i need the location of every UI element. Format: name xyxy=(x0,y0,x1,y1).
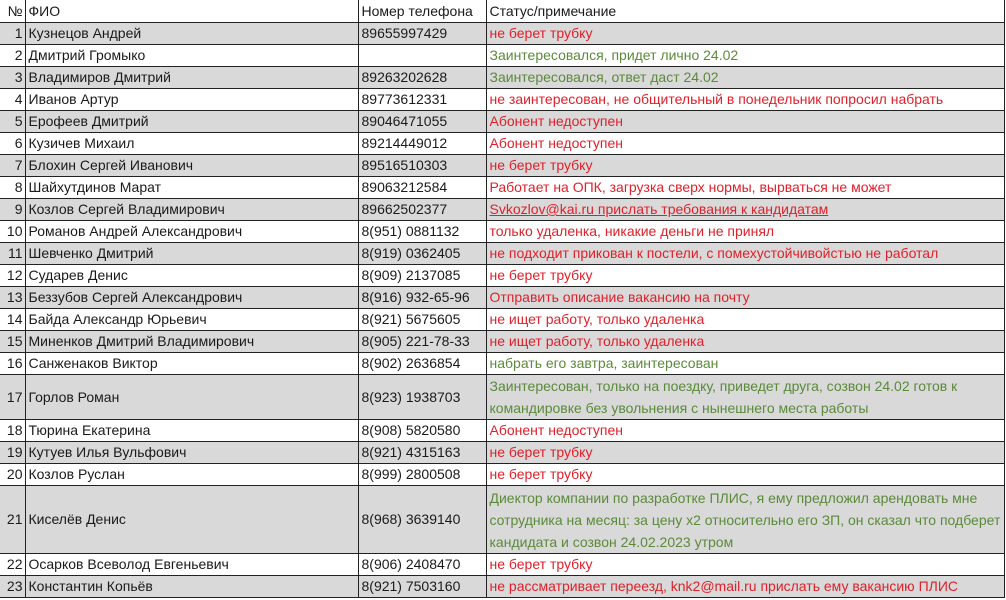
cell-name[interactable]: Дмитрий Громыко xyxy=(25,45,358,67)
table-row xyxy=(0,375,1004,420)
cell-name[interactable]: Осарков Всеволод Евгеньевич xyxy=(25,554,358,576)
cell-phone[interactable]: 89773612331 xyxy=(358,89,486,111)
cell-status[interactable]: Заинтересовался, ответ даст 24.02 xyxy=(486,67,1004,89)
cell-status[interactable]: не подходит прикован к постели, с помехустойчивойстью не работал xyxy=(486,243,1004,265)
cell-name[interactable]: Миненков Дмитрий Владимирович xyxy=(25,331,358,353)
cell-name[interactable]: Блохин Сергей Иванович xyxy=(25,155,358,177)
table-row xyxy=(0,442,1004,464)
cell-phone[interactable]: 8(916) 932-65-96 xyxy=(358,287,486,309)
cell-name[interactable]: Козлов Сергей Владимирович xyxy=(25,199,358,221)
cell-phone[interactable]: 8(968) 3639140 xyxy=(358,486,486,554)
cell-num[interactable]: 14 xyxy=(0,309,25,331)
cell-phone[interactable]: 8(909) 2137085 xyxy=(358,265,486,287)
cell-name[interactable]: Ерофеев Дмитрий xyxy=(25,111,358,133)
cell-phone[interactable]: 8(999) 2800508 xyxy=(358,464,486,486)
cell-phone[interactable]: 8(902) 2636854 xyxy=(358,353,486,375)
cell-name[interactable]: Шевченко Дмитрий xyxy=(25,243,358,265)
cell-status[interactable]: Работает на ОПК, загрузка сверх нормы, вырваться не может xyxy=(486,177,1004,199)
cell-phone[interactable]: 8(905) 221-78-33 xyxy=(358,331,486,353)
cell-status[interactable]: набрать его завтра, заинтересован xyxy=(486,353,1004,375)
cell-status[interactable]: не ищет работу, только удаленка xyxy=(486,331,1004,353)
table-row xyxy=(0,331,1004,353)
cell-status[interactable]: не берет трубку xyxy=(486,554,1004,576)
cell-status[interactable]: только удаленка, никакие деньги не принял xyxy=(486,221,1004,243)
cell-phone[interactable]: 8(921) 4315163 xyxy=(358,442,486,464)
cell-num[interactable]: 3 xyxy=(0,67,25,89)
table-row xyxy=(0,155,1004,177)
cell-num[interactable]: 18 xyxy=(0,420,25,442)
header-status[interactable]: Статус/примечание xyxy=(486,0,1004,23)
cell-name[interactable]: Романов Андрей Александрович xyxy=(25,221,358,243)
table-row xyxy=(0,576,1004,598)
cell-name[interactable]: Козлов Руслан xyxy=(25,464,358,486)
cell-name[interactable]: Тюрина Екатерина xyxy=(25,420,358,442)
cell-phone[interactable]: 89655997429 xyxy=(358,23,486,45)
table-row xyxy=(0,554,1004,576)
cell-status[interactable]: не берет трубку xyxy=(486,23,1004,45)
cell-status[interactable]: не берет трубку xyxy=(486,265,1004,287)
cell-status[interactable]: не берет трубку xyxy=(486,155,1004,177)
table-row xyxy=(0,23,1004,45)
cell-num[interactable]: 21 xyxy=(0,486,25,554)
cell-num[interactable]: 4 xyxy=(0,89,25,111)
cell-status[interactable]: не рассматривает переезд, knk2@mail.ru прислать ему вакансию ПЛИС xyxy=(486,576,1004,598)
cell-phone[interactable]: 89516510303 xyxy=(358,155,486,177)
cell-num[interactable]: 5 xyxy=(0,111,25,133)
cell-phone[interactable]: 89263202628 xyxy=(358,67,486,89)
cell-phone[interactable]: 89662502377 xyxy=(358,199,486,221)
table-row xyxy=(0,67,1004,89)
cell-name[interactable]: Горлов Роман xyxy=(25,375,358,420)
cell-status[interactable]: Диектор компании по разработке ПЛИС, я ему предложил арендовать мне сотрудника на месяц: за цену х2 относительно его ЗП, он сказал что подберет кандидата и созвон 24.02.2023 утром xyxy=(486,486,1004,554)
table-row xyxy=(0,45,1004,67)
table-row xyxy=(0,177,1004,199)
cell-phone[interactable]: 8(921) 7503160 xyxy=(358,576,486,598)
header-phone[interactable]: Номер телефона xyxy=(358,0,486,23)
table-row xyxy=(0,287,1004,309)
cell-num[interactable]: 20 xyxy=(0,464,25,486)
cell-name[interactable]: Байда Александр Юрьевич xyxy=(25,309,358,331)
cell-name[interactable]: Сударев Денис xyxy=(25,265,358,287)
cell-status[interactable]: не берет трубку xyxy=(486,464,1004,486)
cell-name[interactable]: Иванов Артур xyxy=(25,89,358,111)
cell-num[interactable]: 12 xyxy=(0,265,25,287)
cell-status[interactable]: Абонент недоступен xyxy=(486,420,1004,442)
cell-num[interactable]: 15 xyxy=(0,331,25,353)
cell-num[interactable]: 6 xyxy=(0,133,25,155)
cell-num[interactable]: 2 xyxy=(0,45,25,67)
cell-phone[interactable] xyxy=(358,45,486,67)
cell-status[interactable]: Заинтересовался, придет лично 24.02 xyxy=(486,45,1004,67)
cell-num[interactable]: 7 xyxy=(0,155,25,177)
cell-name[interactable]: Владимиров Дмитрий xyxy=(25,67,358,89)
table-row xyxy=(0,89,1004,111)
cell-phone[interactable]: 89063212584 xyxy=(358,177,486,199)
table-row xyxy=(0,111,1004,133)
table-row xyxy=(0,486,1004,554)
cell-phone[interactable]: 8(906) 2408470 xyxy=(358,554,486,576)
table-body xyxy=(0,23,1004,598)
cell-status[interactable]: Абонент недоступен xyxy=(486,133,1004,155)
cell-name[interactable]: Санженаков Виктор xyxy=(25,353,358,375)
header-num[interactable]: № xyxy=(0,0,25,23)
cell-num[interactable]: 17 xyxy=(0,375,25,420)
cell-num[interactable]: 19 xyxy=(0,442,25,464)
cell-name[interactable]: Беззубов Сергей Александрович xyxy=(25,287,358,309)
cell-phone[interactable]: 8(923) 1938703 xyxy=(358,375,486,420)
cell-phone[interactable]: 8(919) 0362405 xyxy=(358,243,486,265)
cell-status[interactable]: не ищет работу, только удаленка xyxy=(486,309,1004,331)
table-row xyxy=(0,309,1004,331)
cell-status[interactable]: Svkozlov@kai.ru прислать требования к кандидатам xyxy=(486,199,1004,221)
cell-num[interactable]: 16 xyxy=(0,353,25,375)
cell-num[interactable]: 13 xyxy=(0,287,25,309)
cell-status[interactable]: Отправить описание вакансию на почту xyxy=(486,287,1004,309)
cell-num[interactable]: 9 xyxy=(0,199,25,221)
cell-num[interactable]: 23 xyxy=(0,576,25,598)
cell-phone[interactable]: 8(951) 0881132 xyxy=(358,221,486,243)
cell-name[interactable]: Кузнецов Андрей xyxy=(25,23,358,45)
cell-name[interactable]: Константин Копьёв xyxy=(25,576,358,598)
cell-num[interactable]: 8 xyxy=(0,177,25,199)
cell-status[interactable]: Заинтересован, только на поездку, приведет друга, созвон 24.02 готов к командировке без увольнения с нынешнего места работы xyxy=(486,375,1004,420)
header-name[interactable]: ФИО xyxy=(25,0,358,23)
header-row xyxy=(0,0,1004,23)
cell-name[interactable]: Кутуев Илья Вульфович xyxy=(25,442,358,464)
cell-name[interactable]: Киселёв Денис xyxy=(25,486,358,554)
table-row xyxy=(0,199,1004,221)
table-row xyxy=(0,420,1004,442)
table-row xyxy=(0,221,1004,243)
cell-phone[interactable]: 89046471055 xyxy=(358,111,486,133)
cell-num[interactable]: 22 xyxy=(0,554,25,576)
table-row xyxy=(0,265,1004,287)
cell-num[interactable]: 11 xyxy=(0,243,25,265)
cell-num[interactable]: 1 xyxy=(0,23,25,45)
cell-phone[interactable]: 8(908) 5820580 xyxy=(358,420,486,442)
table-row xyxy=(0,133,1004,155)
table-row xyxy=(0,464,1004,486)
table-row xyxy=(0,243,1004,265)
cell-status[interactable]: не берет трубку xyxy=(486,442,1004,464)
cell-phone[interactable]: 89214449012 xyxy=(358,133,486,155)
cell-status[interactable]: Абонент недоступен xyxy=(486,111,1004,133)
cell-phone[interactable]: 8(921) 5675605 xyxy=(358,309,486,331)
cell-name[interactable]: Шайхутдинов Марат xyxy=(25,177,358,199)
cell-name[interactable]: Кузичев Михаил xyxy=(25,133,358,155)
cell-status[interactable]: не заинтересован, не общительный в понедельник попросил набрать xyxy=(486,89,1004,111)
table-row xyxy=(0,353,1004,375)
cell-num[interactable]: 10 xyxy=(0,221,25,243)
